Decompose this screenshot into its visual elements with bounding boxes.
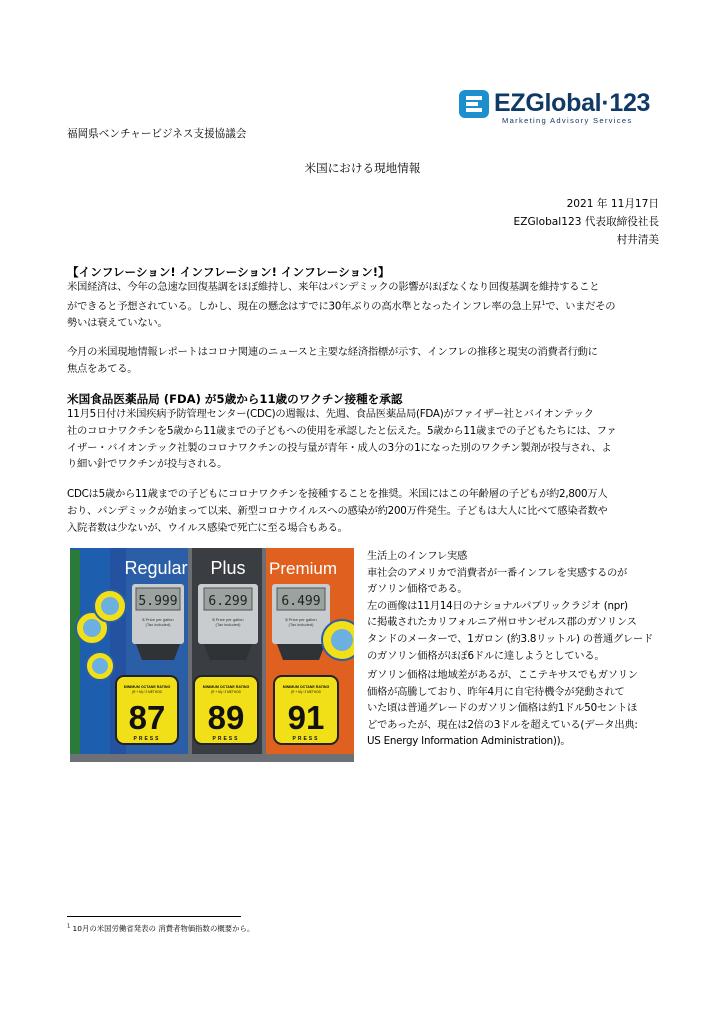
price-caption-tax: (Tax included) [145,622,171,627]
text-line: 焦点をあてる。 [67,362,138,375]
text-line: ガソリン価格は地域差があるが、ここテキサスでもガソリン [367,669,638,681]
text-line-part: ができると予想されている。しかし、現在の懸念はすでに30年ぶりの高水準となったインフレ率の急上昇 [67,300,542,313]
text-line: イザー・バイオンテック社製のコロナワクチンの投与量が青年・成人の3分の1になった別のワクチン製剤が投与され、よ [67,441,612,454]
octane-caption: MINIMUM OCTANE RATING [123,685,171,689]
text-line: り細い針でワクチンが投与される。 [67,458,228,471]
octane-caption: MINIMUM OCTANE RATING [202,685,250,689]
text-line: 11月5日付け米国疾病予防管理センター(CDC)の週報は、先週、食品医薬品局(FDA)がファイザー社とバイオンテック [67,408,594,420]
text-line: 車社会のアメリカで消費者が一番インフレを実感するのが [367,566,628,579]
document-title: 米国における現地情報 [304,161,421,175]
price-caption: $ Price per gallon [142,617,174,622]
company-logo [458,88,660,124]
text-line: に掲載されたカリフォルニア州ロサンゼルス郡のガソリンス [367,616,637,629]
gas-pump-photo [70,548,354,762]
text-line-part: で、いまだその [545,300,616,313]
octane-method: (R + M) / 2 METHOD [291,690,321,694]
text-line: 入院者数は少ないが、ウイルス感染で死亡に至る場合もある。 [67,521,348,534]
paragraph-cdc-report [67,406,665,473]
text-line: 生活上のインフレ実感 [367,550,468,562]
footnote [67,923,254,934]
paragraph-economy [67,279,665,332]
price-caption: $ Price per gallon [285,617,317,622]
text-line: US Energy Information Administration))。 [367,735,571,748]
price-caption-tax: (Tax included) [288,622,314,627]
text-line: 価格が高騰しており、昨年4月に自宅待機令が発動されて [367,685,625,698]
text-line: おり、パンデミックが始まって以来、新型コロナウイルスへの感染が約200万件発生。子どもは大人に比べて感染者数や [67,504,608,517]
sender-title: EZGlobal123 代表取締役社長 [513,216,659,228]
paragraph-cdc-recommend [67,486,665,536]
press-label: PRESS [133,736,161,742]
logo-tagline: Marketing Advisory Services [502,116,633,125]
side-text-inflation-sense [367,548,667,664]
text-line: タンドのメーターで、1ガロン (約3.8リットル) の普通グレード [367,632,654,645]
text-line: いた頃は普通グレードのガソリン価格は約1ドル50セントほ [367,702,638,715]
press-label: PRESS [212,736,240,742]
side-text-gas-price [367,667,667,750]
text-line: ガソリン価格である。 [367,583,468,596]
grade-label-plus: Plus [210,558,246,578]
grade-label-premium: Premium [268,559,338,578]
text-line: どであったが、現在は2倍の3ドルを超えている(データ出典: [367,718,638,731]
text-line: CDCは5歳から11歳までの子どもにコロナワクチンを接種することを推奨。米国にはこの年齢層の子どもが約2,800万人 [67,488,608,500]
logo-name: EZGlobal·123 [494,89,651,117]
document-date: 2021 年 11月17日 [566,198,659,210]
price-caption-tax: (Tax included) [215,622,241,627]
paragraph-focus [67,344,665,378]
footnote-number: 1 [67,923,71,930]
octane-method: (R + M) / 2 METHOD [211,690,241,694]
press-label: PRESS [292,736,320,742]
text-line: 米国経済は、今年の急速な回復基調をほぼ維持し、来年はパンデミックの影響がほぼなくなり回復基調を維持すること [67,281,600,293]
text-line: 今月の米国現地情報レポートはコロナ関連のニュースと主要な経済指標が示す、インフレの推移と現実の消費者行動に [67,346,598,358]
octane-button-87: 87 [128,699,166,736]
octane-button-91: 91 [287,699,325,736]
price-display-regular: 5.999 [138,594,178,609]
price-display-premium: 6.499 [281,594,321,609]
logo-mark-icon [458,88,490,120]
footnote-ref[interactable]: 1 [541,299,546,307]
section-heading-fda: 米国食品医薬品局 (FDA) が5歳から11歳のワクチン接種を承認 [67,392,403,406]
text-line: 勢いは衰えていない。 [67,317,168,330]
octane-button-89: 89 [207,699,245,736]
footnote-divider [67,916,241,917]
section-heading-inflation: 【インフレーション! インフレーション! インフレーション!】 [67,265,390,279]
price-caption: $ Price per gallon [212,617,244,622]
text-line: 社のコロナワクチンを5歳から11歳までの子どもへの使用を承認したと伝えた。5歳から11歳までの子どもたちには、ファ [67,424,617,437]
text-line [67,296,665,315]
octane-method: (R + M) / 2 METHOD [132,690,162,694]
text-line: 左の画像は11月14日のナショナルパブリックラジオ (npr) [367,599,628,612]
organization-name: 福岡県ベンチャービジネス支援協議会 [67,128,247,140]
octane-caption: MINIMUM OCTANE RATING [282,685,330,689]
price-display-plus: 6.299 [208,594,248,609]
text-line: のガソリン価格がほぼ6ドルに達しようとしている。 [367,649,605,662]
grade-label-regular: Regular [124,558,188,578]
footnote-text: 10月の米国労働省発表の 消費者物価指数の概要から。 [72,924,255,933]
sender-name: 村井清美 [616,234,659,246]
